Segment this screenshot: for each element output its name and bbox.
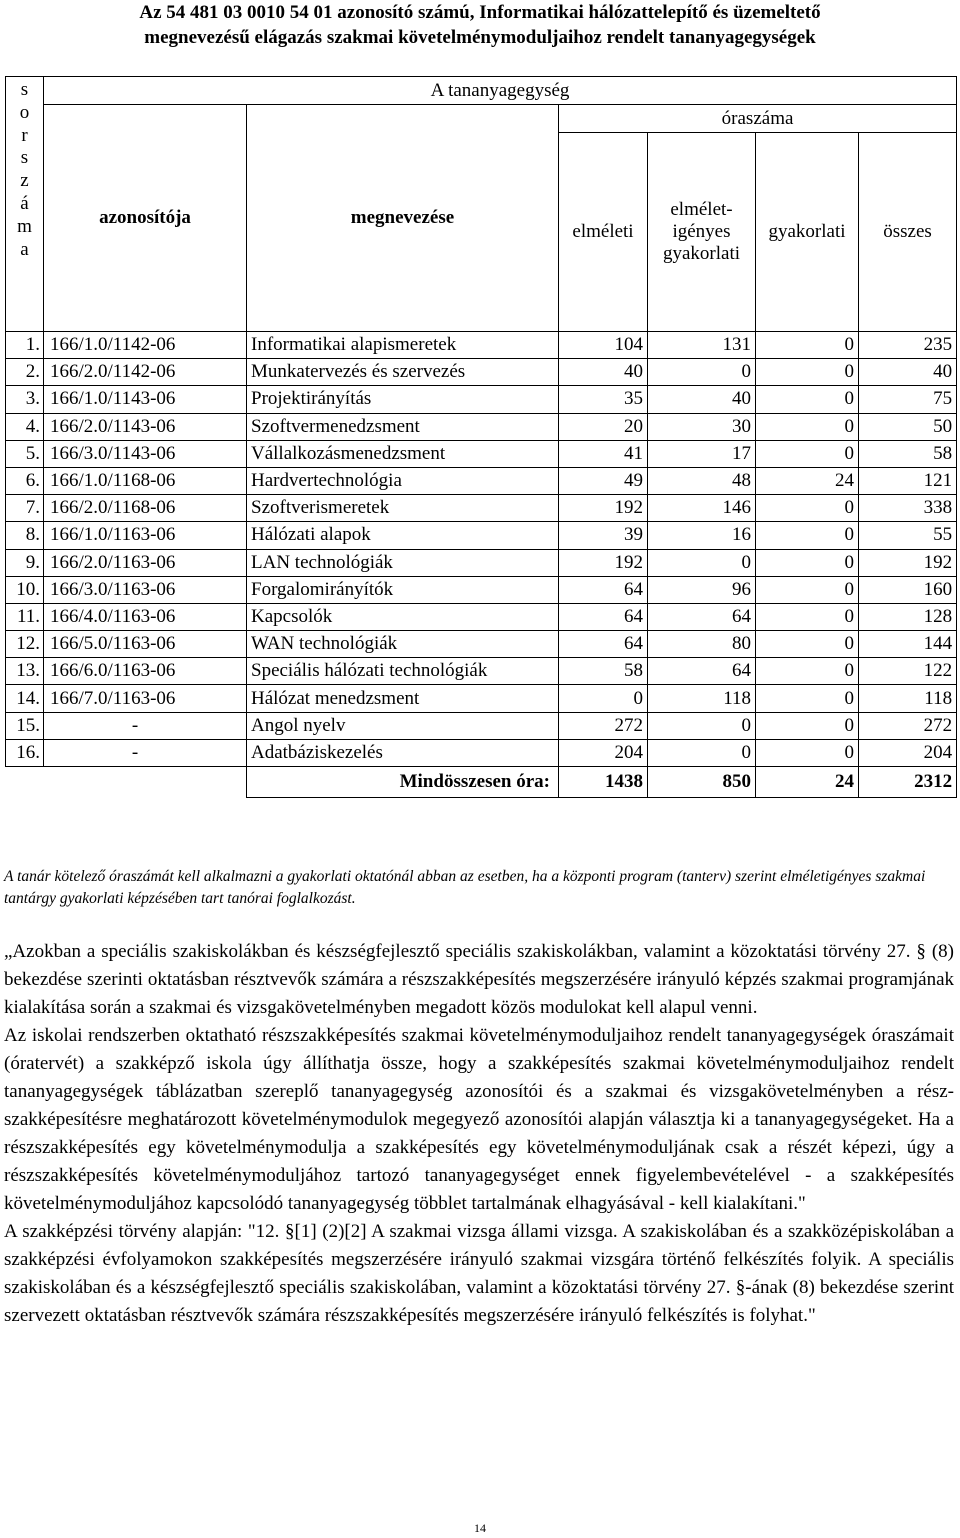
tananyagegyseg-header: A tananyagegység xyxy=(44,77,957,105)
row-identifier: - xyxy=(44,739,247,766)
row-identifier: 166/4.0/1163-06 xyxy=(44,603,247,630)
row-gyakorlati: 0 xyxy=(756,549,859,576)
table-row xyxy=(6,522,957,549)
row-identifier: 166/2.0/1168-06 xyxy=(44,495,247,522)
row-identifier: 166/2.0/1143-06 xyxy=(44,413,247,440)
azonositoja-header: azonosítója xyxy=(44,105,247,332)
row-number: 8. xyxy=(6,522,44,549)
table-row xyxy=(6,631,957,658)
table-row xyxy=(6,685,957,712)
row-elmeletigenyes: 0 xyxy=(648,712,756,739)
quoted-text xyxy=(4,938,954,1330)
row-number: 10. xyxy=(6,576,44,603)
table-row xyxy=(6,467,957,494)
row-number: 9. xyxy=(6,549,44,576)
total-row xyxy=(6,767,957,798)
row-gyakorlati: 0 xyxy=(756,603,859,630)
row-number: 14. xyxy=(6,685,44,712)
row-name: Forgalomirányítók xyxy=(247,576,559,603)
row-gyakorlati: 0 xyxy=(756,522,859,549)
row-elmeleti: 41 xyxy=(559,440,648,467)
title-line-2: megnevezésű elágazás szakmai követelménymoduljaihoz rendelt tananyagegységek xyxy=(144,27,816,48)
row-elmeletigenyes: 0 xyxy=(648,739,756,766)
row-name: Kapcsolók xyxy=(247,603,559,630)
row-identifier: 166/1.0/1163-06 xyxy=(44,522,247,549)
row-osszes: 55 xyxy=(859,522,957,549)
row-name: Informatikai alapismeretek xyxy=(247,332,559,359)
table-row xyxy=(6,386,957,413)
row-gyakorlati: 24 xyxy=(756,467,859,494)
row-osszes: 40 xyxy=(859,359,957,386)
table-row xyxy=(6,440,957,467)
row-gyakorlati: 0 xyxy=(756,712,859,739)
row-elmeletigenyes: 64 xyxy=(648,658,756,685)
row-elmeleti: 39 xyxy=(559,522,648,549)
row-elmeleti: 58 xyxy=(559,658,648,685)
quote-paragraph-1: „Azokban a speciális szakiskolákban és készségfejlesztő speciális szakiskolákban, valamint a közoktatási törvény 27. § (8) bekezdése szerinti oktatásban résztvevők számára a részszakképesítés megszerzésére irányuló képzés szakmai programjának kialakítása során a szakmai és vizsgakövetelményben megadott közös modulokat kell alapul venni. xyxy=(4,941,954,1018)
row-number: 13. xyxy=(6,658,44,685)
row-name: Hálózat menedzsment xyxy=(247,685,559,712)
elmeletigenyes-header: elmélet- igényes gyakorlati xyxy=(648,133,756,332)
row-osszes: 128 xyxy=(859,603,957,630)
row-name: Hardvertechnológia xyxy=(247,467,559,494)
oraszama-header: óraszáma xyxy=(559,105,957,133)
row-name: Munkatervezés és szervezés xyxy=(247,359,559,386)
row-name: LAN technológiák xyxy=(247,549,559,576)
row-gyakorlati: 0 xyxy=(756,631,859,658)
megnevezese-header: megnevezése xyxy=(247,105,559,332)
row-identifier: - xyxy=(44,712,247,739)
row-elmeletigenyes: 131 xyxy=(648,332,756,359)
table-row xyxy=(6,495,957,522)
table-row xyxy=(6,603,957,630)
row-osszes: 160 xyxy=(859,576,957,603)
row-gyakorlati: 0 xyxy=(756,413,859,440)
row-osszes: 50 xyxy=(859,413,957,440)
row-gyakorlati: 0 xyxy=(756,386,859,413)
row-elmeleti: 192 xyxy=(559,495,648,522)
total-osszes: 2312 xyxy=(859,767,957,798)
row-elmeletigenyes: 16 xyxy=(648,522,756,549)
row-osszes: 58 xyxy=(859,440,957,467)
elmeleti-header: elméleti xyxy=(559,133,648,332)
row-name: Szoftverismeretek xyxy=(247,495,559,522)
table-row xyxy=(6,739,957,766)
row-name: Angol nyelv xyxy=(247,712,559,739)
row-osszes: 118 xyxy=(859,685,957,712)
row-identifier: 166/6.0/1163-06 xyxy=(44,658,247,685)
gyakorlati-header: gyakorlati xyxy=(756,133,859,332)
row-gyakorlati: 0 xyxy=(756,658,859,685)
row-gyakorlati: 0 xyxy=(756,359,859,386)
row-elmeletigenyes: 80 xyxy=(648,631,756,658)
table-row xyxy=(6,549,957,576)
total-label: Mindösszesen óra: xyxy=(247,767,559,798)
page-number: 14 xyxy=(474,1521,486,1535)
row-osszes: 121 xyxy=(859,467,957,494)
row-identifier: 166/3.0/1163-06 xyxy=(44,576,247,603)
row-elmeletigenyes: 96 xyxy=(648,576,756,603)
row-osszes: 144 xyxy=(859,631,957,658)
row-elmeleti: 20 xyxy=(559,413,648,440)
row-number: 7. xyxy=(6,495,44,522)
table-row xyxy=(6,658,957,685)
row-gyakorlati: 0 xyxy=(756,576,859,603)
row-elmeletigenyes: 146 xyxy=(648,495,756,522)
teacher-note: A tanár kötelező óraszámát kell alkalmazni a gyakorlati oktatónál abban az esetben, ha a központi program (tanterv) szerint elméletigényes szakmai tantárgy gyakorlati képzésében tart tanórai foglalkozást. xyxy=(4,868,926,907)
row-gyakorlati: 0 xyxy=(756,440,859,467)
row-number: 15. xyxy=(6,712,44,739)
row-elmeletigenyes: 0 xyxy=(648,549,756,576)
row-number: 1. xyxy=(6,332,44,359)
row-elmeleti: 64 xyxy=(559,631,648,658)
row-number: 3. xyxy=(6,386,44,413)
row-name: Adatbáziskezelés xyxy=(247,739,559,766)
table-row xyxy=(6,712,957,739)
row-elmeleti: 0 xyxy=(559,685,648,712)
row-osszes: 122 xyxy=(859,658,957,685)
row-elmeletigenyes: 0 xyxy=(648,359,756,386)
row-osszes: 192 xyxy=(859,549,957,576)
row-identifier: 166/7.0/1163-06 xyxy=(44,685,247,712)
table-row xyxy=(6,359,957,386)
table-row xyxy=(6,413,957,440)
osszes-header: összes xyxy=(859,133,957,332)
row-elmeleti: 192 xyxy=(559,549,648,576)
row-identifier: 166/2.0/1163-06 xyxy=(44,549,247,576)
row-name: Speciális hálózati technológiák xyxy=(247,658,559,685)
row-identifier: 166/2.0/1142-06 xyxy=(44,359,247,386)
row-elmeletigenyes: 64 xyxy=(648,603,756,630)
row-number: 12. xyxy=(6,631,44,658)
row-identifier: 166/1.0/1142-06 xyxy=(44,332,247,359)
row-number: 2. xyxy=(6,359,44,386)
row-name: Hálózati alapok xyxy=(247,522,559,549)
row-elmeleti: 49 xyxy=(559,467,648,494)
table-row xyxy=(6,332,957,359)
row-number: 4. xyxy=(6,413,44,440)
row-osszes: 204 xyxy=(859,739,957,766)
curriculum-table xyxy=(5,76,957,798)
row-gyakorlati: 0 xyxy=(756,685,859,712)
table-row xyxy=(6,576,957,603)
row-osszes: 235 xyxy=(859,332,957,359)
quote-paragraph-2: Az iskolai rendszerben oktatható részszakképesítés szakmai követelménymoduljaihoz rendelt tananyagegységek óraszámait (óratervét) a szakképző iskola úgy állíthatja össze, hogy a szakképesítés szakmai követelménymoduljaihoz rendelt tananyagegységek táblázatban szereplő tananyagegység azonosítói és a szakmai és vizsgakövetelményben a rész-szakképesítésre meghatározott követelménymodulok megegyező azonosítói alapján választja ki a tananyagegységeket. Ha a részszakképesítés egy követelménymodulja a szakképesítés egy követelménymodulјának csak a részét képezi, úgy a részszakképesítés követelménymoduljához tartozó tananyagegységet ennek figyelembevételével - a szakképesítés követelménymoduljához kapcsolódó tananyagegység többlet tartalmának elhagyásával - kell kialakítani." xyxy=(4,1025,954,1214)
title-line-1: Az 54 481 03 0010 54 01 azonosító számú, Informatikai hálózattelepítő és üzemeltető xyxy=(139,2,821,23)
quote-paragraph-3: A szakképzési törvény alapján: "12. §[1] (2)[2] A szakmai vizsga állami vizsga. A szakiskolában és a szakközépiskolában a szakképzési évfolyamokon szakképesítés megszerzésére irányuló szakmai vizsgára történő felkészítés folyik. A speciális szakiskolában és a készségfejlesztő speciális szakiskolában, valamint a közoktatási törvény 27. §-ának (8) bekezdése szerint szervezett oktatásban résztvevők számára részszakképesítés megszerzésére irányuló felkészítés is folyhat." xyxy=(4,1221,954,1326)
row-elmeletigenyes: 30 xyxy=(648,413,756,440)
row-identifier: 166/5.0/1163-06 xyxy=(44,631,247,658)
row-number: 6. xyxy=(6,467,44,494)
row-identifier: 166/1.0/1168-06 xyxy=(44,467,247,494)
row-osszes: 338 xyxy=(859,495,957,522)
row-elmeletigenyes: 118 xyxy=(648,685,756,712)
row-gyakorlati: 0 xyxy=(756,495,859,522)
row-elmeleti: 35 xyxy=(559,386,648,413)
row-elmeleti: 104 xyxy=(559,332,648,359)
row-elmeletigenyes: 17 xyxy=(648,440,756,467)
row-number: 16. xyxy=(6,739,44,766)
row-gyakorlati: 0 xyxy=(756,739,859,766)
total-gyakorlati: 24 xyxy=(756,767,859,798)
row-osszes: 75 xyxy=(859,386,957,413)
row-number: 5. xyxy=(6,440,44,467)
total-elmeletigenyes: 850 xyxy=(648,767,756,798)
row-elmeletigenyes: 40 xyxy=(648,386,756,413)
row-osszes: 272 xyxy=(859,712,957,739)
row-number: 11. xyxy=(6,603,44,630)
row-name: Vállalkozásmenedzsment xyxy=(247,440,559,467)
row-elmeleti: 64 xyxy=(559,603,648,630)
document-title xyxy=(0,0,960,50)
row-name: WAN technológiák xyxy=(247,631,559,658)
row-identifier: 166/1.0/1143-06 xyxy=(44,386,247,413)
row-elmeleti: 272 xyxy=(559,712,648,739)
total-elmeleti: 1438 xyxy=(559,767,648,798)
row-name: Szoftvermenedzsment xyxy=(247,413,559,440)
row-elmeleti: 64 xyxy=(559,576,648,603)
row-elmeleti: 204 xyxy=(559,739,648,766)
sorszama-header: s o r s z á m a xyxy=(6,77,44,332)
row-elmeleti: 40 xyxy=(559,359,648,386)
row-elmeletigenyes: 48 xyxy=(648,467,756,494)
row-identifier: 166/3.0/1143-06 xyxy=(44,440,247,467)
row-gyakorlati: 0 xyxy=(756,332,859,359)
row-name: Projektirányítás xyxy=(247,386,559,413)
